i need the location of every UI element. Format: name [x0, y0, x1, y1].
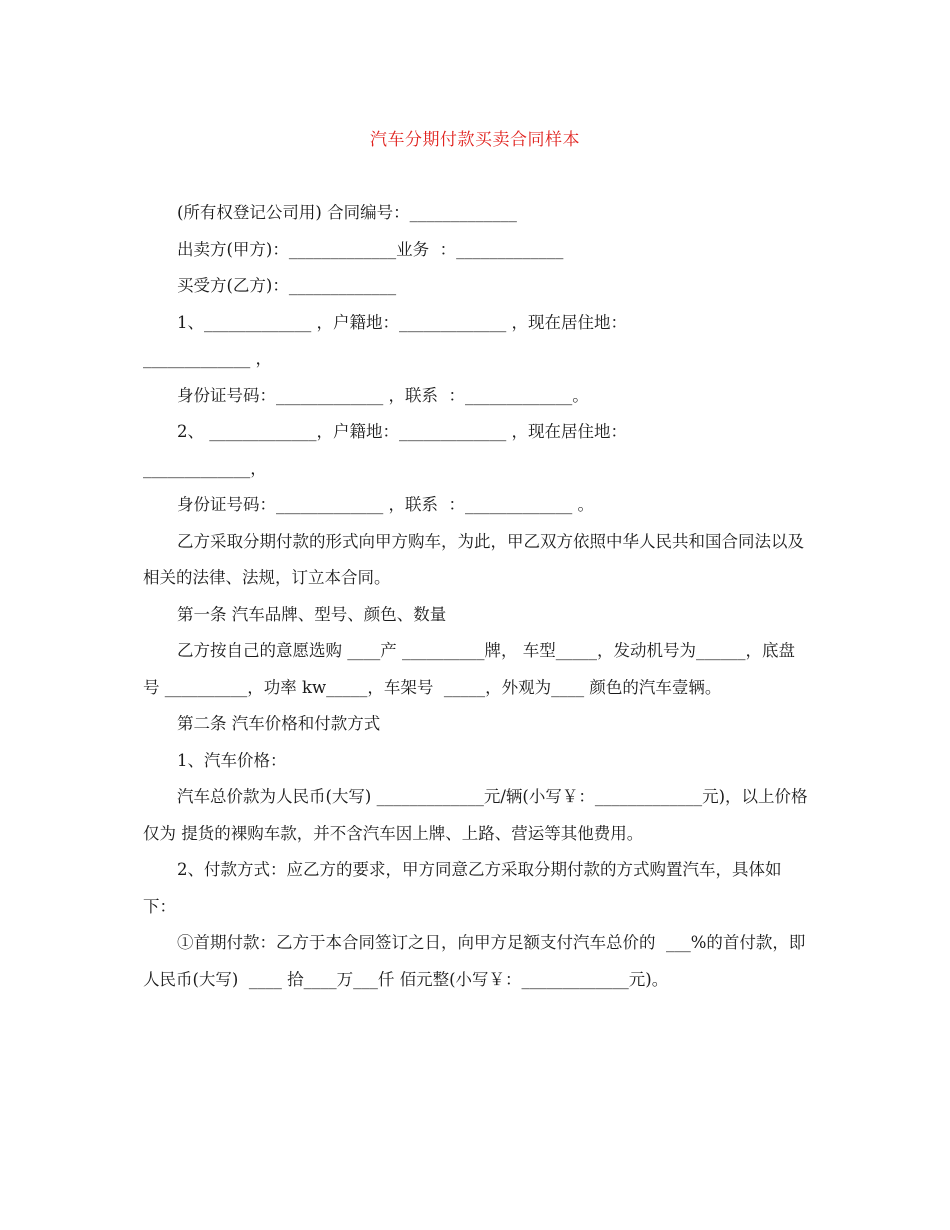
contract-paragraph: 第一条 汽车品牌、型号、颜色、数量 — [177, 604, 447, 624]
document-title: 汽车分期付款买卖合同样本 — [370, 130, 580, 150]
contract-paragraph: 身份证号码：_____________ ，联系 ：_____________ 。 — [177, 495, 594, 514]
contract-paragraph: 第二条 汽车价格和付款方式 — [177, 714, 381, 733]
document-body — [143, 195, 808, 998]
contract-paragraph: 乙方按自己的意愿选购 ____产 __________牌， 车型_____，发动机号为______，底盘号 __________，功率 kw_____，车架号 _____，外观为____ 颜色的汽车壹辆。 — [143, 641, 795, 697]
contract-paragraph: 2、付款方式：应乙方的要求，甲方同意乙方采取分期付款的方式购置汽车，具体如下： — [143, 860, 782, 916]
contract-paragraph: 1、汽车价格： — [177, 750, 287, 770]
contract-paragraph: _____________ ， — [143, 349, 272, 368]
contract-paragraph: 身份证号码：_____________ ，联系 ：_____________。 — [177, 385, 589, 405]
contract-paragraph: 买受方(乙方)：_____________ — [177, 276, 397, 295]
contract-paragraph: ①首期付款：乙方于本合同签订之日，向甲方足额支付汽车总价的 ___%的首付款，即人民币(大写) ____ 拾____万___仟 佰元整(小写￥：_____________元)。 — [143, 933, 806, 989]
contract-paragraph: 2、 _____________，户籍地：_____________ ，现在居住地： — [177, 422, 627, 441]
contract-paragraph: 1、_____________ ，户籍地：_____________ ，现在居住地： — [177, 312, 627, 332]
contract-paragraph: (所有权登记公司用) 合同编号：_____________ — [177, 203, 517, 222]
contract-paragraph: 出卖方(甲方)：_____________业务 ：_____________ — [177, 239, 564, 259]
contract-paragraph: _____________， — [143, 458, 267, 478]
contract-paragraph: 汽车总价款为人民币(大写) _____________元/辆(小写￥：_____________元)，以上价格仅为 提货的裸购车款，并不含汽车因上牌、上路、营运等其他费用。 — [143, 787, 808, 843]
contract-paragraph: 乙方采取分期付款的形式向甲方购车，为此，甲乙双方依照中华人民共和国合同法以及相关的法律、法规，订立本合同。 — [143, 531, 804, 587]
